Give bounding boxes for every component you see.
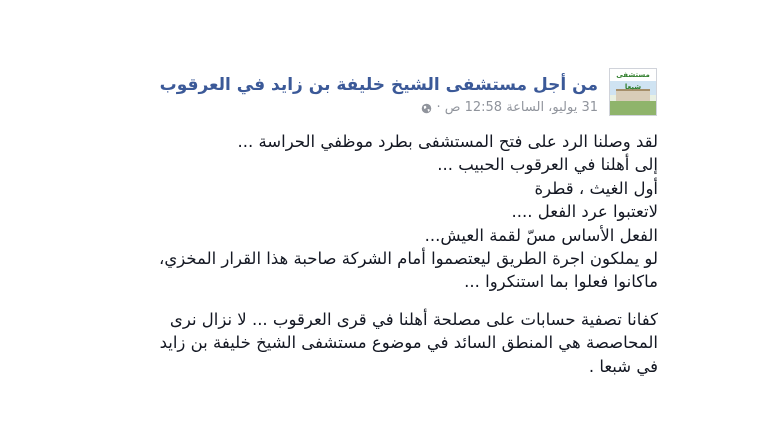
post-line: لقد وصلنا الرد على فتح المستشفى بطرد موظفي الحراسة ... [237,132,658,151]
post-line: في شبعا . [588,356,658,376]
globe-icon[interactable] [421,103,432,114]
paragraph-2 [118,308,658,378]
post-line: كفانا تصفية حسابات على مصلحة أهلنا في قرى العرقوب ... لا نزال نرى [169,309,658,329]
post-line: الفعل الأساس مسّ لقمة العيش... [424,225,658,245]
post-line: أول الغيث ، قطرة [534,178,658,198]
post-line: لاتعتبوا عرد الفعل .... [511,202,658,222]
post-meta [421,99,598,117]
post-line: المحاصصة هي المنطق السائد في موضوع مستشفى الشيخ خليفة بن زايد [159,333,658,353]
post-body [118,130,658,392]
avatar-caption: مستشفى شبعا [610,69,656,81]
paragraph-1 [118,130,658,294]
avatar-ground [610,101,656,116]
post-line: إلى أهلنا في العرقوب الحبيب ... [437,155,658,175]
page-avatar[interactable] [609,68,657,116]
post-line: لو يملكون اجرة الطريق ليعتصموا أمام الشركة صاحبة هذا القرار المخزي، [159,249,658,269]
page-name-link[interactable]: من أجل مستشفى الشيخ خليفة بن زايد في العرقوب [159,75,598,95]
post-timestamp[interactable]: 31 يوليو، الساعة 12:58 ص · [436,100,598,115]
post-line: ماكانوا فعلوا بما استنكروا ... [464,272,658,292]
